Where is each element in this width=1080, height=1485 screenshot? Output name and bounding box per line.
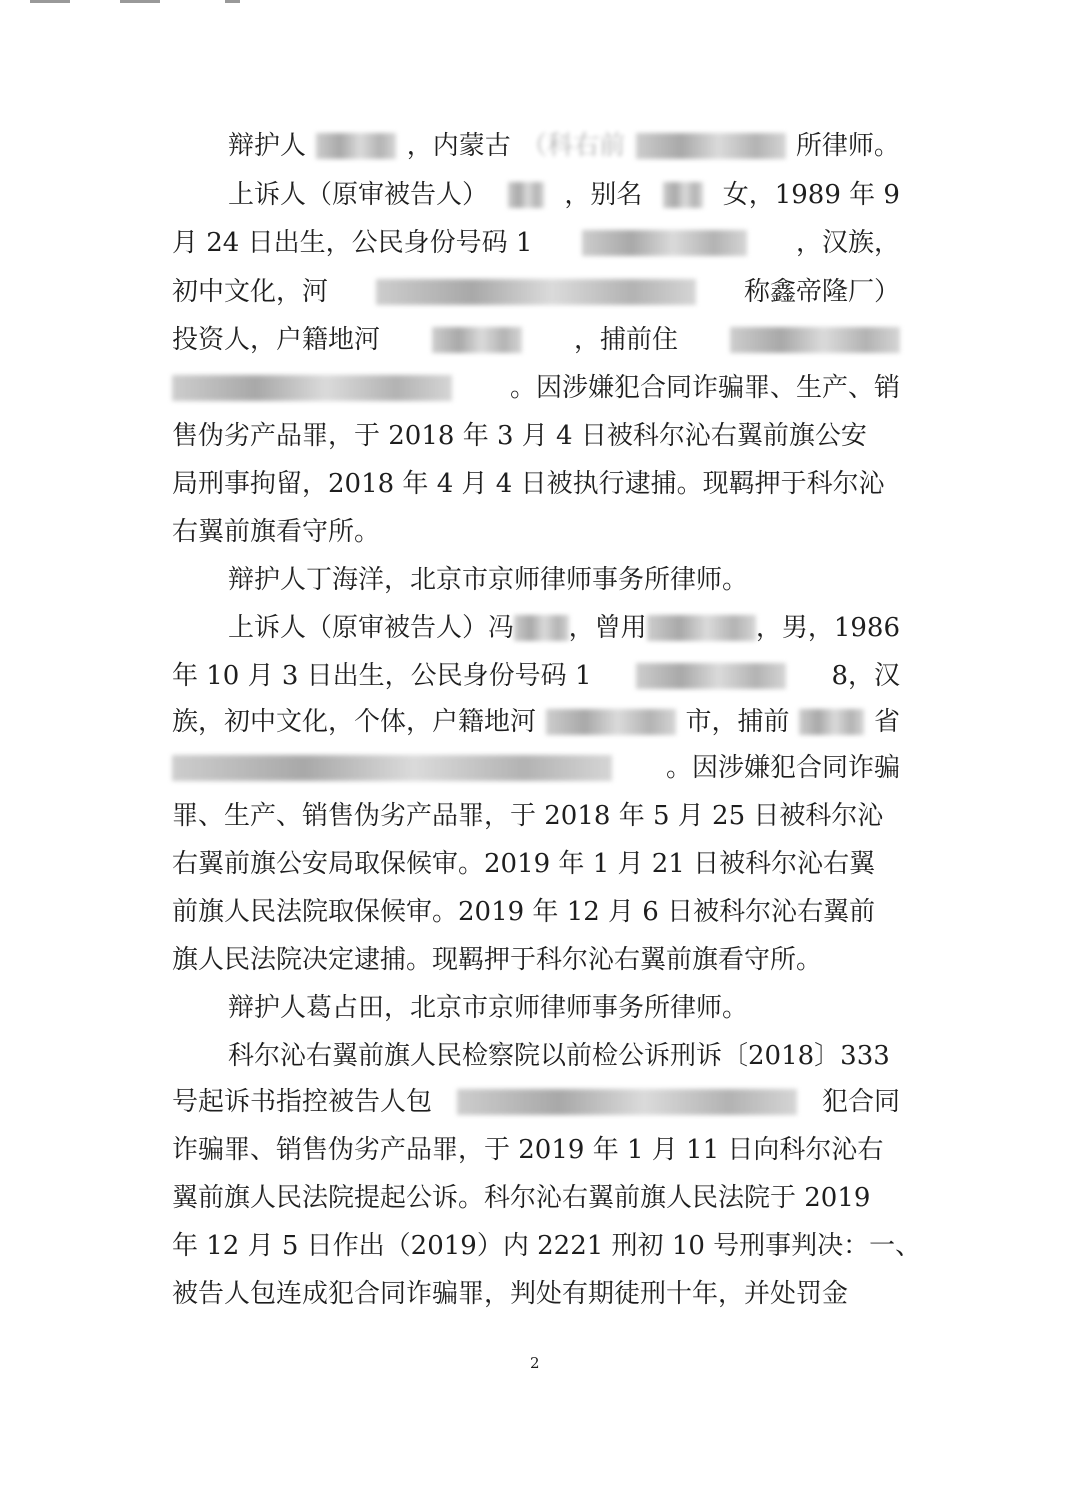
- text-segment: ，别名: [564, 180, 643, 210]
- text-segment: ，捕前住: [573, 325, 678, 355]
- text-segment: 号起诉书指控被告人包: [172, 1087, 433, 1117]
- text-segment: 省: [873, 707, 900, 737]
- text-segment: 右翼前旗看守所。: [172, 517, 381, 547]
- text-line: [172, 322, 900, 358]
- text-line: [228, 990, 900, 1026]
- text-line: [172, 894, 900, 930]
- text-segment: 族，初中文化，个体，户籍地河: [172, 707, 537, 737]
- text-segment: 女，1989 年 9: [722, 180, 900, 210]
- text-segment: 局刑事拘留，2018 年 4 月 4 日被执行逮捕。现羁押于科尔沁: [172, 469, 885, 499]
- redacted-block: [730, 327, 900, 353]
- redacted-block: [799, 709, 864, 735]
- redacted-block: [432, 327, 522, 353]
- redacted-block: [647, 615, 756, 641]
- redacted-block: [514, 615, 569, 641]
- text-segment: 所律师。: [795, 131, 900, 161]
- text-line: [172, 1228, 922, 1264]
- text-segment: 。因涉嫌犯合同诈骗罪、生产、销: [509, 373, 900, 403]
- text-line: [172, 1180, 900, 1216]
- text-segment: 科尔沁右翼前旗人民检察院以前检公诉刑诉〔2018〕333: [228, 1041, 890, 1071]
- text-segment: 年 12 月 5 日作出（2019）内 2221 刑初 10 号刑事判决：一、: [172, 1231, 922, 1261]
- text-segment: 称鑫帝隆厂）: [743, 277, 900, 307]
- text-line: [172, 658, 900, 694]
- text-segment: 辩护人: [228, 131, 307, 161]
- text-segment: ，男，1986: [755, 613, 900, 643]
- text-line: [172, 798, 900, 834]
- text-segment: 售伪劣产品罪，于 2018 年 3 月 4 日被科尔沁右翼前旗公安: [172, 421, 867, 451]
- text-line: [172, 274, 900, 310]
- text-segment: 投资人，户籍地河: [172, 325, 381, 355]
- text-segment: 月 24 日出生，公民身份号码 1: [172, 228, 533, 258]
- text-segment: 辩护人丁海洋，北京市京师律师事务所律师。: [228, 565, 749, 595]
- text-line: [172, 1084, 900, 1120]
- text-segment: 诈骗罪、销售伪劣产品罪，于 2019 年 1 月 11 日向科尔沁右: [172, 1135, 884, 1165]
- text-line: [228, 610, 900, 646]
- text-line: [172, 418, 900, 454]
- redacted-block: [172, 755, 612, 781]
- text-segment: 被告人包连成犯合同诈骗罪，判处有期徒刑十年，并处罚金: [172, 1279, 849, 1309]
- redacted-block: [376, 279, 696, 305]
- text-line: [228, 1038, 900, 1074]
- text-segment: （科右前: [521, 131, 626, 161]
- text-line: [172, 750, 900, 786]
- text-line: [172, 370, 900, 406]
- redacted-block: [508, 182, 544, 208]
- text-line: [172, 225, 900, 261]
- text-line: [172, 1132, 900, 1168]
- redacted-block: [546, 709, 676, 735]
- text-segment: ，汉族，: [795, 228, 900, 258]
- text-segment: 。因涉嫌犯合同诈骗: [665, 753, 900, 783]
- text-segment: 辩护人葛占田，北京市京师律师事务所律师。: [228, 993, 749, 1023]
- page-number: 2: [530, 1354, 540, 1372]
- redacted-block: [636, 133, 786, 159]
- scan-top-marks: [30, 0, 250, 4]
- text-segment: 旗人民法院决定逮捕。现羁押于科尔沁右翼前旗看守所。: [172, 945, 823, 975]
- text-segment: 前旗人民法院取保候审。2019 年 12 月 6 日被科尔沁右翼前: [172, 897, 876, 927]
- text-segment: ，内蒙古: [406, 131, 511, 161]
- text-segment: 上诉人（原审被告人）: [228, 180, 489, 210]
- redacted-block: [582, 230, 747, 256]
- redacted-block: [663, 182, 703, 208]
- text-segment: 上诉人（原审被告人）冯: [228, 613, 515, 643]
- text-segment: 市，捕前: [685, 707, 790, 737]
- text-line: [172, 466, 900, 502]
- text-line: [228, 128, 900, 164]
- text-segment: 翼前旗人民法院提起公诉。科尔沁右翼前旗人民法院于 2019: [172, 1183, 871, 1213]
- text-segment: 年 10 月 3 日出生，公民身份号码 1: [172, 661, 592, 691]
- text-segment: 罪、生产、销售伪劣产品罪，于 2018 年 5 月 25 日被科尔沁: [172, 801, 884, 831]
- text-segment: 初中文化，河: [172, 277, 329, 307]
- text-line: [172, 704, 900, 740]
- text-line: [228, 177, 900, 213]
- text-segment: 右翼前旗公安局取保候审。2019 年 1 月 21 日被科尔沁右翼: [172, 849, 876, 879]
- text-line: [172, 1276, 900, 1312]
- redacted-block: [636, 663, 786, 689]
- text-line: [172, 514, 900, 550]
- redacted-block: [316, 133, 396, 159]
- text-segment: 8，汉: [831, 661, 900, 691]
- text-segment: ，曾用: [568, 613, 647, 643]
- redacted-block: [457, 1089, 797, 1115]
- text-line: [172, 846, 900, 882]
- text-segment: 犯合同: [821, 1087, 900, 1117]
- text-line: [228, 562, 900, 598]
- redacted-block: [172, 375, 452, 401]
- text-line: [172, 942, 900, 978]
